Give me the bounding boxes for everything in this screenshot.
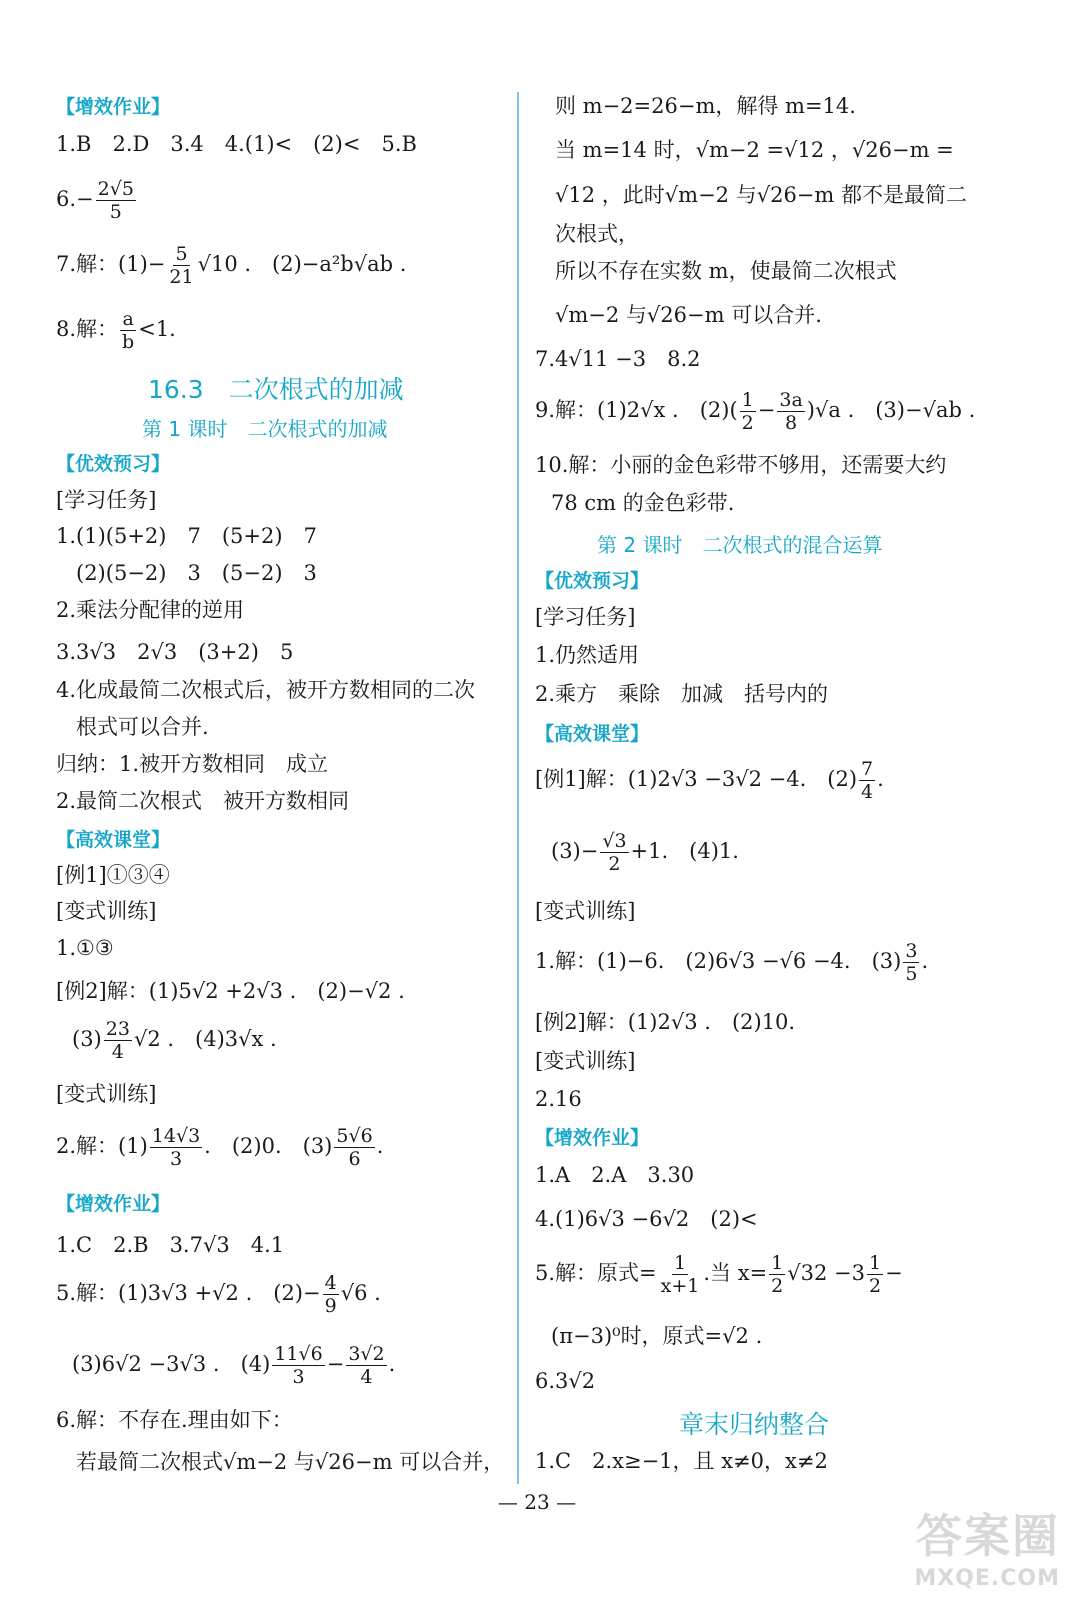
label: [变式训练] — [535, 899, 636, 923]
watermark-bottom: MXQE.COM — [914, 1566, 1060, 1591]
fraction: $\frac{1}{x+1}$ — [660, 1252, 700, 1297]
answer-line: (3)− $\frac{√3}{2}$ +1. (4)1. — [551, 830, 739, 875]
answer-line: 5.解：(1)3√3 +√2 . (2)− $\frac{4}{9}$ √6 . — [56, 1272, 381, 1317]
fraction: $\frac{14√3}{3}$ — [151, 1125, 201, 1170]
tag-youxiao: 【优效预习】 — [56, 453, 171, 475]
section-heading: 16.3 二次根式的加减 — [148, 375, 404, 404]
answer-line: 1.仍然适用 — [535, 643, 640, 667]
answer-line: 9.解：(1)2√x . (2)( $\frac{1}{2}$ − $\frac{3a}{8}$ )√a . (3)−√ab . — [535, 389, 976, 434]
answer-line: √m−2 与√26−m 可以合并. — [555, 303, 822, 327]
answer-line: 2.解：(1) $\frac{14√3}{3}$ . (2)0. (3) $\frac{5√6}{6}$ . — [56, 1125, 384, 1170]
fraction: $\frac{1}{2}$ — [869, 1252, 882, 1297]
answer-line: 5.解：原式= $\frac{1}{x+1}$ .当 x= $\frac{1}{2}$ √32 −3 $\frac{1}{2}$ − — [535, 1252, 903, 1297]
tag-gaoxiao: 【高效课堂】 — [56, 829, 171, 851]
watermark-logo — [914, 1500, 1060, 1591]
fraction: $\frac{7}{4}$ — [861, 758, 874, 803]
answer-line: [例2]解：(1)2√3 . (2)10. — [535, 1010, 796, 1034]
column-divider — [517, 92, 519, 1484]
answer-line: 次根式， — [555, 222, 639, 246]
answer-line: 当 m=14 时，√m−2 =√12 ，√26−m = — [555, 138, 954, 162]
answer-line: [例1]解：(1)2√3 −3√2 −4. (2) $\frac{7}{4}$ . — [535, 758, 884, 803]
tag-zengxiao: 【增效作业】 — [535, 1127, 650, 1149]
tag-youxiao: 【优效预习】 — [535, 570, 650, 592]
answer-line: 1.C 2.x≥−1，且 x≠0，x≠2 — [535, 1449, 828, 1473]
fraction: $\frac{a}{b}$ — [122, 308, 135, 353]
chapter-end-heading: 章末归纳整合 — [679, 1410, 830, 1439]
label: [变式训练] — [56, 1082, 157, 1106]
answer-line: 根式可以合并. — [76, 715, 209, 739]
tag-gaoxiao: 【高效课堂】 — [535, 723, 650, 745]
fraction: $\frac{23}{4}$ — [105, 1018, 130, 1063]
answer-line: 1.B 2.D 3.4 4.(1)< (2)< 5.B — [56, 132, 417, 156]
fraction: $\frac{4}{9}$ — [324, 1272, 337, 1317]
answer-line: 8.解： $\frac{a}{b}$ <1. — [56, 308, 176, 353]
answer-line: 78 cm 的金色彩带. — [551, 491, 735, 515]
answer-line: √12 ，此时√m−2 与√26−m 都不是最简二 — [555, 183, 967, 207]
answer-line: 6.解：不存在.理由如下： — [56, 1408, 293, 1432]
label: [变式训练] — [535, 1049, 636, 1073]
watermark-top: 答案圈 — [916, 1509, 1060, 1563]
fraction: $\frac{1}{2}$ — [771, 1252, 784, 1297]
answer-line: 7.解：(1)− $\frac{5}{21}$ √10 . (2)−a²b√ab . — [56, 243, 407, 288]
answer-line: 则 m−2=26−m，解得 m=14. — [555, 94, 856, 118]
page-number: — 23 — — [497, 1490, 577, 1514]
fraction: $\frac{2√5}{5}$ — [97, 178, 134, 223]
label: [学习任务] — [535, 605, 636, 629]
answer-line: 1.(1)(5+2) 7 (5+2) 7 — [56, 524, 317, 548]
answer-line: 所以不存在实数 m，使最简二次根式 — [555, 259, 897, 283]
answer-line: 2.乘方 乘除 加减 括号内的 — [535, 682, 829, 706]
fraction: $\frac{3√2}{4}$ — [348, 1343, 385, 1388]
answer-line: (2)(5−2) 3 (5−2) 3 — [76, 561, 317, 585]
tag-zengxiao: 【增效作业】 — [56, 96, 171, 118]
answer-line: 若最简二次根式√m−2 与√26−m 可以合并， — [76, 1450, 505, 1474]
answer-line: 3.3√3 2√3 (3+2) 5 — [56, 640, 294, 664]
fraction: $\frac{1}{2}$ — [741, 389, 754, 434]
answer-line: 2.乘法分配律的逆用 — [56, 598, 245, 622]
answer-line: 4.化成最简二次根式后，被开方数相同的二次 — [56, 678, 476, 702]
lesson-heading: 第 1 课时 二次根式的加减 — [142, 417, 388, 441]
answer-line: 1.C 2.B 3.7√3 4.1 — [56, 1233, 285, 1257]
answer-line: 6.3√2 — [535, 1369, 596, 1393]
answer-line: (π−3)⁰时，原式=√2 . — [551, 1324, 763, 1348]
lesson-heading: 第 2 课时 二次根式的混合运算 — [597, 533, 883, 557]
answer-line: 7.4√11 −3 8.2 — [535, 347, 701, 371]
label: [学习任务] — [56, 488, 157, 512]
fraction: $\frac{11√6}{3}$ — [274, 1343, 323, 1388]
tag-zengxiao: 【增效作业】 — [56, 1193, 171, 1215]
fraction: $\frac{5√6}{6}$ — [336, 1125, 373, 1170]
answer-line: [例1]①③④ — [56, 863, 170, 887]
answer-line: 4.(1)6√3 −6√2 (2)< — [535, 1207, 758, 1231]
summary-line: 2.最简二次根式 被开方数相同 — [56, 789, 350, 813]
answer-line: (3)6√2 −3√3 . (4) $\frac{11√6}{3}$ − $\frac{3√2}{4}$ . — [72, 1343, 396, 1388]
answer-line: 2.16 — [535, 1087, 582, 1111]
summary-line: 归纳：1.被开方数相同 成立 — [56, 752, 329, 776]
fraction: $\frac{3a}{8}$ — [779, 389, 803, 434]
fraction: $\frac{3}{5}$ — [905, 940, 918, 985]
fraction: $\frac{√3}{2}$ — [602, 830, 627, 875]
answer-line: (3) $\frac{23}{4}$ √2 . (4)3√x . — [72, 1018, 277, 1063]
answer-line: 1.A 2.A 3.30 — [535, 1163, 695, 1187]
answer-line: 6.− $\frac{2√5}{5}$ — [56, 178, 134, 223]
answer-line: 1.解：(1)−6. (2)6√3 −√6 −4. (3) $\frac{3}{5}$ . — [535, 940, 929, 985]
answer-line: [例2]解：(1)5√2 +2√3 . (2)−√2 . — [56, 979, 405, 1003]
answer-line: 10.解：小丽的金色彩带不够用，还需要大约 — [535, 453, 947, 477]
fraction: $\frac{5}{21}$ — [169, 243, 194, 288]
label: [变式训练] — [56, 899, 157, 923]
answer-line: 1.①③ — [56, 936, 114, 960]
